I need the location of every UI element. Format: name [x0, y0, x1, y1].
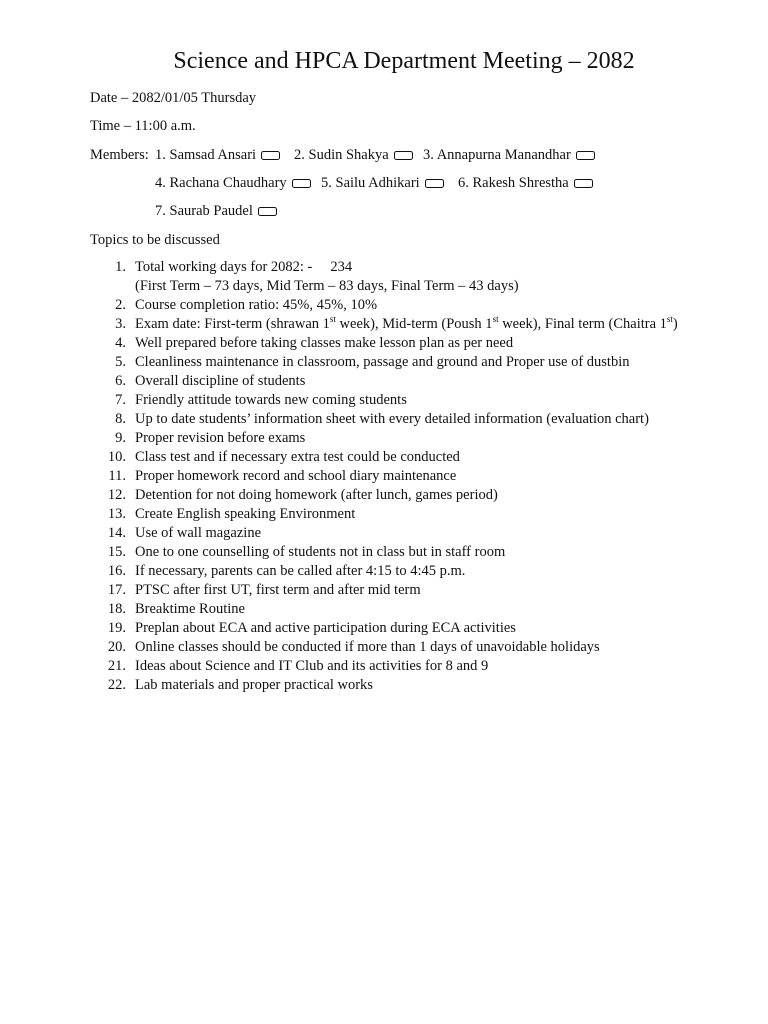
topic-text: Class test and if necessary extra test could be conducted	[135, 449, 460, 465]
topic-text: Create English speaking Environment	[135, 506, 356, 522]
topic-number: 1.	[115, 259, 126, 275]
topic-number: 8.	[115, 411, 126, 427]
members-label: Members:	[90, 147, 149, 163]
topic-text: Ideas about Science and IT Club and its activities for 8 and 9	[135, 658, 489, 674]
member-item	[155, 145, 280, 165]
topic-number: 17.	[107, 582, 126, 598]
topics-heading: Topics to be discussed	[90, 232, 220, 248]
topic-number: 13.	[107, 506, 126, 522]
superscript: st	[329, 314, 336, 325]
topic-text: Total working days for 2082: -	[135, 259, 313, 275]
topic-subtext: (First Term – 73 days, Mid Term – 83 days, Final Term – 43 days)	[135, 278, 519, 294]
member-name: 1. Samsad Ansari	[155, 147, 257, 163]
meeting-time: Time – 11:00 a.m.	[90, 118, 196, 134]
topic-number: 5.	[115, 354, 126, 370]
topic-number: 6.	[115, 373, 126, 389]
topic-number: 22.	[107, 677, 126, 693]
member-item	[155, 201, 277, 221]
checkbox-icon[interactable]	[258, 207, 277, 216]
topic-text: If necessary, parents can be called after 4:15 to 4:45 p.m.	[135, 563, 466, 579]
meeting-date: Date – 2082/01/05 Thursday	[90, 90, 257, 106]
topic-number: 2.	[115, 297, 126, 313]
member-name: 2. Sudin Shakya	[294, 147, 389, 163]
topic-text: Exam date: First-term (shrawan 1st week), Mid-term (Poush 1st week), Final term (Chaitra 1st)	[135, 314, 678, 332]
document-title: Science and HPCA Department Meeting – 2082	[173, 48, 635, 74]
topic-number: 18.	[107, 601, 126, 617]
topic-text: Proper homework record and school diary maintenance	[135, 468, 457, 484]
topic-text: Cleanliness maintenance in classroom, passage and ground and Proper use of dustbin	[135, 354, 630, 370]
member-name: 4. Rachana Chaudhary	[155, 175, 287, 191]
topic-number: 19.	[107, 620, 126, 636]
member-item	[155, 173, 311, 193]
topic-text: Well prepared before taking classes make lesson plan as per need	[135, 335, 514, 351]
member-item	[321, 173, 444, 193]
topic-number: 14.	[107, 525, 126, 541]
member-name: 7. Saurab Paudel	[155, 203, 253, 219]
topic-text: One to one counselling of students not in class but in staff room	[135, 544, 506, 560]
topic-text: Overall discipline of students	[135, 373, 306, 389]
superscript: st	[666, 314, 673, 325]
checkbox-icon[interactable]	[425, 179, 444, 188]
member-name: 5. Sailu Adhikari	[321, 175, 420, 191]
topic-text: PTSC after first UT, first term and after mid term	[135, 582, 421, 598]
topic-number: 12.	[107, 487, 126, 503]
member-item	[294, 145, 413, 165]
topic-text: Proper revision before exams	[135, 430, 306, 446]
checkbox-icon[interactable]	[576, 151, 595, 160]
member-name: 3. Annapurna Manandhar	[423, 147, 571, 163]
checkbox-icon[interactable]	[394, 151, 413, 160]
superscript: st	[492, 314, 499, 325]
topic-text: Friendly attitude towards new coming students	[135, 392, 407, 408]
checkbox-icon[interactable]	[261, 151, 280, 160]
member-name: 6. Rakesh Shrestha	[458, 175, 569, 191]
topic-number: 21.	[107, 658, 126, 674]
topic-number: 7.	[115, 392, 126, 408]
topic-number: 15.	[107, 544, 126, 560]
topic-number: 20.	[107, 639, 126, 655]
topic-text: Course completion ratio: 45%, 45%, 10%	[135, 297, 378, 313]
member-item	[458, 173, 593, 193]
topic-number: 9.	[115, 430, 126, 446]
working-days-value: 234	[330, 259, 353, 275]
topic-number: 3.	[115, 316, 126, 332]
topic-text: Preplan about ECA and active participation during ECA activities	[135, 620, 516, 636]
topic-text: Detention for not doing homework (after lunch, games period)	[135, 487, 498, 503]
member-item	[423, 145, 595, 165]
topic-number: 4.	[115, 335, 126, 351]
topic-number: 11.	[108, 468, 126, 484]
checkbox-icon[interactable]	[292, 179, 311, 188]
topic-number: 10.	[107, 449, 126, 465]
topic-text: Lab materials and proper practical works	[135, 677, 373, 693]
topic-text: Up to date students’ information sheet with every detailed information (evaluation chart)	[135, 411, 649, 427]
topic-text: Breaktime Routine	[135, 601, 245, 617]
topic-text: Use of wall magazine	[135, 525, 262, 541]
topic-text: Online classes should be conducted if more than 1 days of unavoidable holidays	[135, 639, 600, 655]
topic-number: 16.	[107, 563, 126, 579]
checkbox-icon[interactable]	[574, 179, 593, 188]
